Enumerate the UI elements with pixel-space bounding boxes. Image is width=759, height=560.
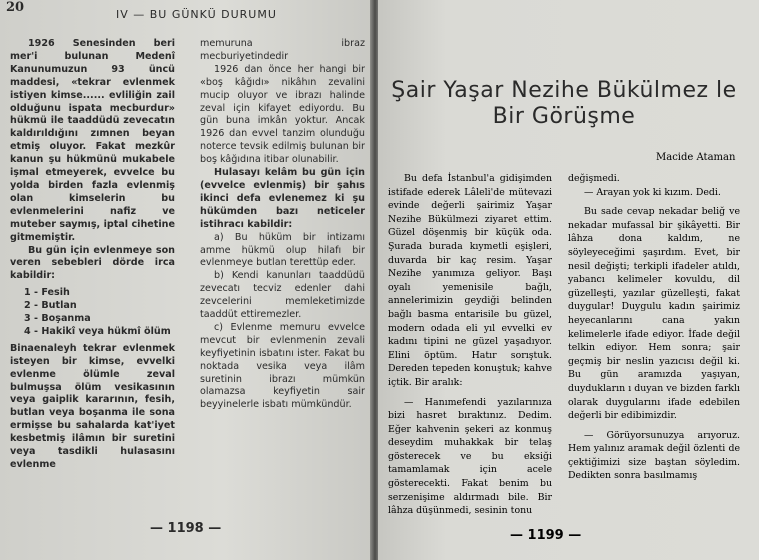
title-line-2: Bir Görüşme bbox=[492, 104, 636, 129]
paragraph: 1926 dan önce her hangi bir «boş kâğıdı» nikâhın zevalini mucip oluyor ve ibrazı halinde zeval için kifayet ediyordu. Bu gün buna imkân yoktur. Ancak 1926 dan evvel tanzim olunduğu noterce tevsik edilmiş bulunan bir boş kâğıdına itibar olunabilir. bbox=[200, 63, 365, 166]
list-item: 3 - Boşanma bbox=[24, 313, 91, 325]
title-line-1: Şair Yaşar Nezihe Bükülmez le bbox=[391, 78, 737, 103]
paragraph: Bu gün için evlenmeye son veren sebebleri dörde irca kabildir: bbox=[10, 244, 175, 282]
page-number-footer: — 1198 — bbox=[150, 521, 222, 536]
left-page bbox=[0, 0, 372, 560]
paragraph: Hulasayı kelâm bu gün için (evvelce evlenmiş) bir şahıs ikinci defa evlenemez ki şu hükümden bazı neticeler istihracı kabildir: bbox=[200, 167, 365, 230]
paragraph: değişmedi. bbox=[568, 173, 620, 184]
paragraph: — Hanımefendi yazılarınıza bizi hasret bıraktınız. Dedim. Eğer kahvenin şekeri az konmuş deseydim muhakkak bir telaş gösterecek ve bu eksiği tamamlamak için acele gösterecekti. Fakat benim bu serzenişime aldırmadı bile. Bir lâhza düşünmedi, sesinin tonu bbox=[388, 396, 552, 517]
paragraph: Binaenaleyh tekrar evlenmek isteyen bir kimse, evvelki evlenme ölümle zeval bulmuşsa ölüm vesikasının veya gaiplik kararının, fesih, butlan veya boşanma ile sona ermişse bu sahalarda kat'iyet kesbetmiş ilâmın bir suretini veya tasdikli hulasasını evlenme bbox=[10, 342, 175, 470]
page-number-footer-right: — 1199 — bbox=[510, 528, 582, 543]
list-item: 4 - Hakikî veya hükmî ölüm bbox=[24, 325, 171, 337]
article-title bbox=[384, 78, 744, 130]
reasons-list bbox=[24, 287, 175, 339]
paragraph: — Arayan yok ki kızım. Dedi. bbox=[584, 186, 721, 198]
list-item: 2 - Butlan bbox=[24, 300, 77, 312]
page-number-top: 20 bbox=[6, 0, 25, 15]
right-column-2 bbox=[568, 172, 740, 483]
running-head: IV — BU GÜNKÜ DURUMU bbox=[116, 8, 277, 21]
paragraph: c) Evlenme memuru evvelce mevcut bir evlenmenin zevali keyfiyetinin isbatını ister. Fakat bu noktada vesika veya ilâm suretinin ibrazı mümkün olamazsa keyfiyetin sair beyyinelerle isbatı mümkündür. bbox=[200, 321, 365, 411]
author-name: Macide Ataman bbox=[656, 152, 736, 163]
paragraph: Bu defa İstanbul'a gidişimden istifade ederek Lâleli'de mütevazi evinde değerli şairimiz Yaşar Nezihe Bükülmezi ziyaret ettim. Güzel döşenmiş bir küçük oda. Şurada burada kıymetli eşişleri, duvarda bir kaç resim. Yaşar Nezihe yanımıza geliyor. Başı oyalı yemenisile bağlı, annelerimizin geydiği belinden bağlı basma entarisile bu güzel, modern odada eli yıl evvelki ev kadını tipini ne güzel yaşadıyor. Elini öptüm. Hatır sorıştuk. Dereden tepeden konuştuk; kahve içtik. Bir aralık: bbox=[388, 173, 552, 388]
left-column-1 bbox=[10, 38, 175, 472]
right-column-1 bbox=[388, 172, 552, 518]
paragraph: 1926 Senesinden beri mer'i bulunan Medenî Kanunumuzun 93 üncü maddesi, «tekrar evlenmek istiyen kimse...... evliliğin zail olduğunu ispata mecburdur» hükmü ile taaddüdü zevecatın kaldırıldığını zımnen beyan etmiş oluyor. Fakat mezkûr kanun şu hükmünü mukabele işmal etmeyerek, evvelce bu yolda birden fazla evlenmiş olan kimselerin bu evlenmelerini nafiz ve muteber saymış, iptal cihetine gitmemiştir. bbox=[10, 38, 175, 243]
list-item: 1 - Fesih bbox=[24, 287, 70, 299]
paragraph: memuruna ibraz mecburiyetindedir bbox=[200, 38, 365, 62]
paragraph: — Görüyorsunuzya arıyoruz. Hem yalınız aramak değil özlenti de çektiğimizi size baştan söyledim. Dedikten sonra basılmamış bbox=[568, 429, 740, 482]
paragraph: a) Bu hüküm bir intizamı amme hükmü olup hilafı bir evlenmeye butlan terettüp eder. bbox=[200, 231, 365, 269]
paragraph: Bu sade cevap nekadar beliğ ve nekadar mufassal bir şikâyetti. Bir lâhza dona kaldım, ne söyleyeceğimi şaşırdım. Evet, bir nesil değişti; terkipli ifadeler atıldı, yabancı kelimeler kovuldu, dil güzelleşti, yazılar güzelleşti, fakat duygular! Duygulu kadın şairimiz heyecanlarını cana yakın kelimelerle ifade ediyor. İfade değil telkin ediyor. Hem sonra; şair geçmiş bir neslin yazıcısı değil ki. Bu gün aramızda yaşıyan, duydukların ı duyan ve bizden farklı olarak duygularını ifade edebilen değerli bir edibimizdir. bbox=[568, 206, 740, 422]
paragraph: b) Kendi kanunları taaddüdü zevecatı tecviz edenler dahi zevcelerini memleketimizde taaddüt ettiremezler. bbox=[200, 270, 365, 321]
left-column-2 bbox=[200, 38, 365, 412]
